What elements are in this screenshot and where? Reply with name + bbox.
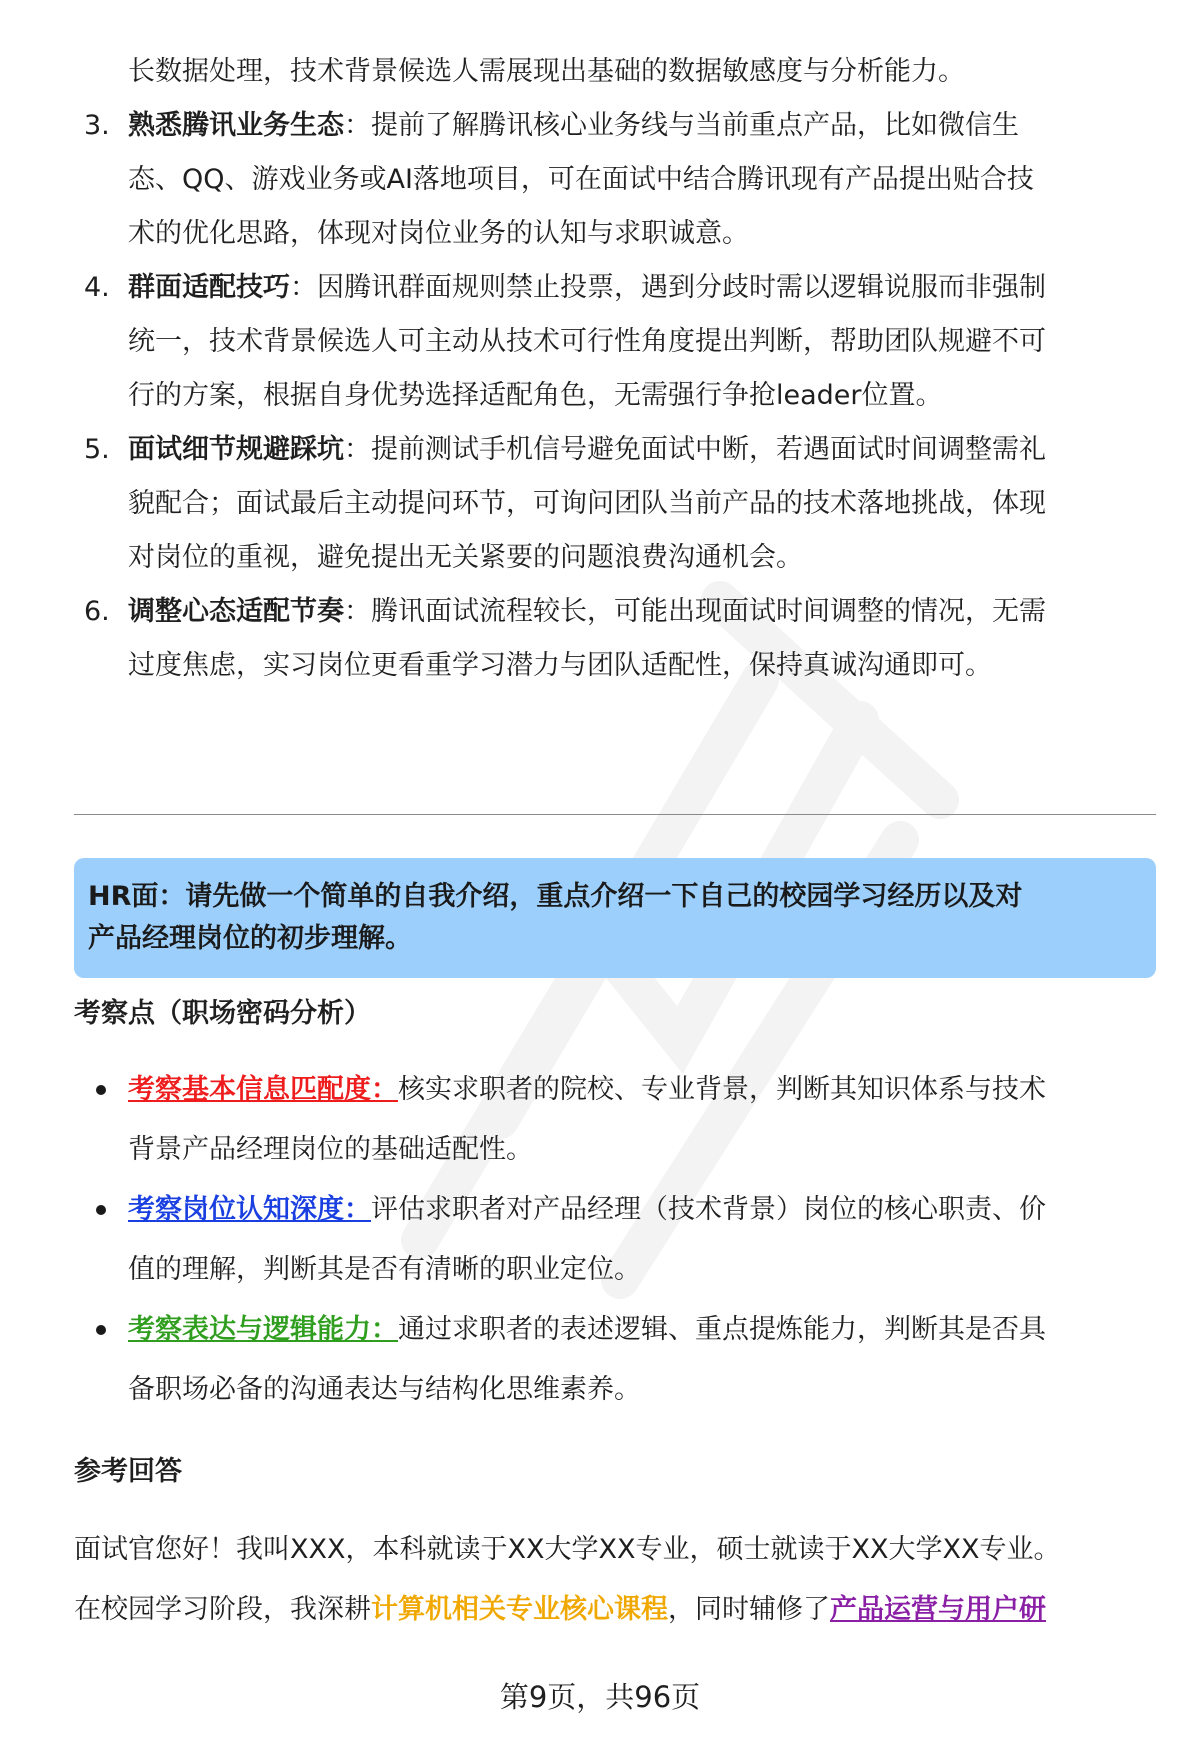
answer-title: 参考回答 xyxy=(74,1456,182,1487)
list-number: 3. xyxy=(84,110,110,141)
bullet-dot xyxy=(96,1205,106,1215)
exam-points-title: 考察点（职场密码分析） xyxy=(74,998,371,1029)
exam-text: 背景产品经理岗位的基础适配性。 xyxy=(128,1134,533,1165)
item-title: 熟悉腾讯业务生态 xyxy=(128,110,344,141)
bullet-dot xyxy=(96,1325,106,1335)
item-text: ：因腾讯群面规则禁止投票，遇到分歧时需以逻辑说服而非强制 xyxy=(290,272,1046,303)
item-text: 态、QQ、游戏业务或AI落地项目，可在面试中结合腾讯现有产品提出贴合技 xyxy=(128,164,1034,195)
item-text: 过度焦虑，实习岗位更看重学习潜力与团队适配性，保持真诚沟通即可。 xyxy=(128,650,992,681)
answer-line xyxy=(74,1580,1156,1640)
exam-point xyxy=(128,1180,1148,1240)
item-title: 面试细节规避踩坑 xyxy=(128,434,344,465)
answer-keyword: 计算机相关专业核心课程 xyxy=(371,1594,668,1625)
section-divider xyxy=(74,814,1156,815)
list-item xyxy=(128,258,1148,318)
item-title: 调整心态适配节奏 xyxy=(128,596,344,627)
answer-keyword: 产品运营与用户研 xyxy=(830,1594,1046,1625)
answer-text: ，同时辅修了 xyxy=(668,1594,830,1625)
exam-text: 通过求职者的表述逻辑、重点提炼能力，判断其是否具 xyxy=(398,1314,1046,1345)
exam-keyword: 考察岗位认知深度： xyxy=(128,1194,371,1225)
exam-keyword: 考察表达与逻辑能力： xyxy=(128,1314,398,1345)
item-text: ：提前了解腾讯核心业务线与当前重点产品，比如微信生 xyxy=(344,110,1019,141)
bullet-dot xyxy=(96,1085,106,1095)
item-text: 统一，技术背景候选人可主动从技术可行性角度提出判断，帮助团队规避不可 xyxy=(128,326,1046,357)
list-number: 6. xyxy=(84,596,110,627)
list-item xyxy=(128,96,1148,156)
exam-text: 评估求职者对产品经理（技术背景）岗位的核心职责、价 xyxy=(371,1194,1046,1225)
list-item xyxy=(128,582,1148,642)
question-line: HR面：请先做一个简单的自我介绍，重点介绍一下自己的校园学习经历以及对 xyxy=(88,881,1023,912)
item-text: 对岗位的重视，避免提出无关紧要的问题浪费沟通机会。 xyxy=(128,542,803,573)
item-title: 群面适配技巧 xyxy=(128,272,290,303)
list-number: 5. xyxy=(84,434,110,465)
exam-point xyxy=(128,1300,1148,1360)
question-line: 产品经理岗位的初步理解。 xyxy=(88,923,412,954)
exam-text: 值的理解，判断其是否有清晰的职业定位。 xyxy=(128,1254,641,1285)
item-text: 行的方案，根据自身优势选择适配角色，无需强行争抢leader位置。 xyxy=(128,380,943,411)
answer-text: 在校园学习阶段，我深耕 xyxy=(74,1594,371,1625)
item-text: 术的优化思路，体现对岗位业务的认知与求职诚意。 xyxy=(128,218,749,249)
continuation-line: 长数据处理，技术背景候选人需展现出基础的数据敏感度与分析能力。 xyxy=(128,56,965,87)
item-text: 貌配合；面试最后主动提问环节，可询问团队当前产品的技术落地挑战，体现 xyxy=(128,488,1046,519)
list-item xyxy=(128,420,1148,480)
exam-point xyxy=(128,1060,1148,1120)
exam-keyword: 考察基本信息匹配度： xyxy=(128,1074,398,1105)
question-box xyxy=(74,858,1156,978)
exam-text: 核实求职者的院校、专业背景，判断其知识体系与技术 xyxy=(398,1074,1046,1105)
page-footer: 第9页，共96页 xyxy=(499,1680,701,1714)
item-text: ：提前测试手机信号避免面试中断，若遇面试时间调整需礼 xyxy=(344,434,1046,465)
list-number: 4. xyxy=(84,272,110,303)
exam-text: 备职场必备的沟通表达与结构化思维素养。 xyxy=(128,1374,641,1405)
answer-line: 面试官您好！我叫XXX，本科就读于XX大学XX专业，硕士就读于XX大学XX专业。 xyxy=(74,1534,1061,1565)
item-text: ：腾讯面试流程较长，可能出现面试时间调整的情况，无需 xyxy=(344,596,1046,627)
